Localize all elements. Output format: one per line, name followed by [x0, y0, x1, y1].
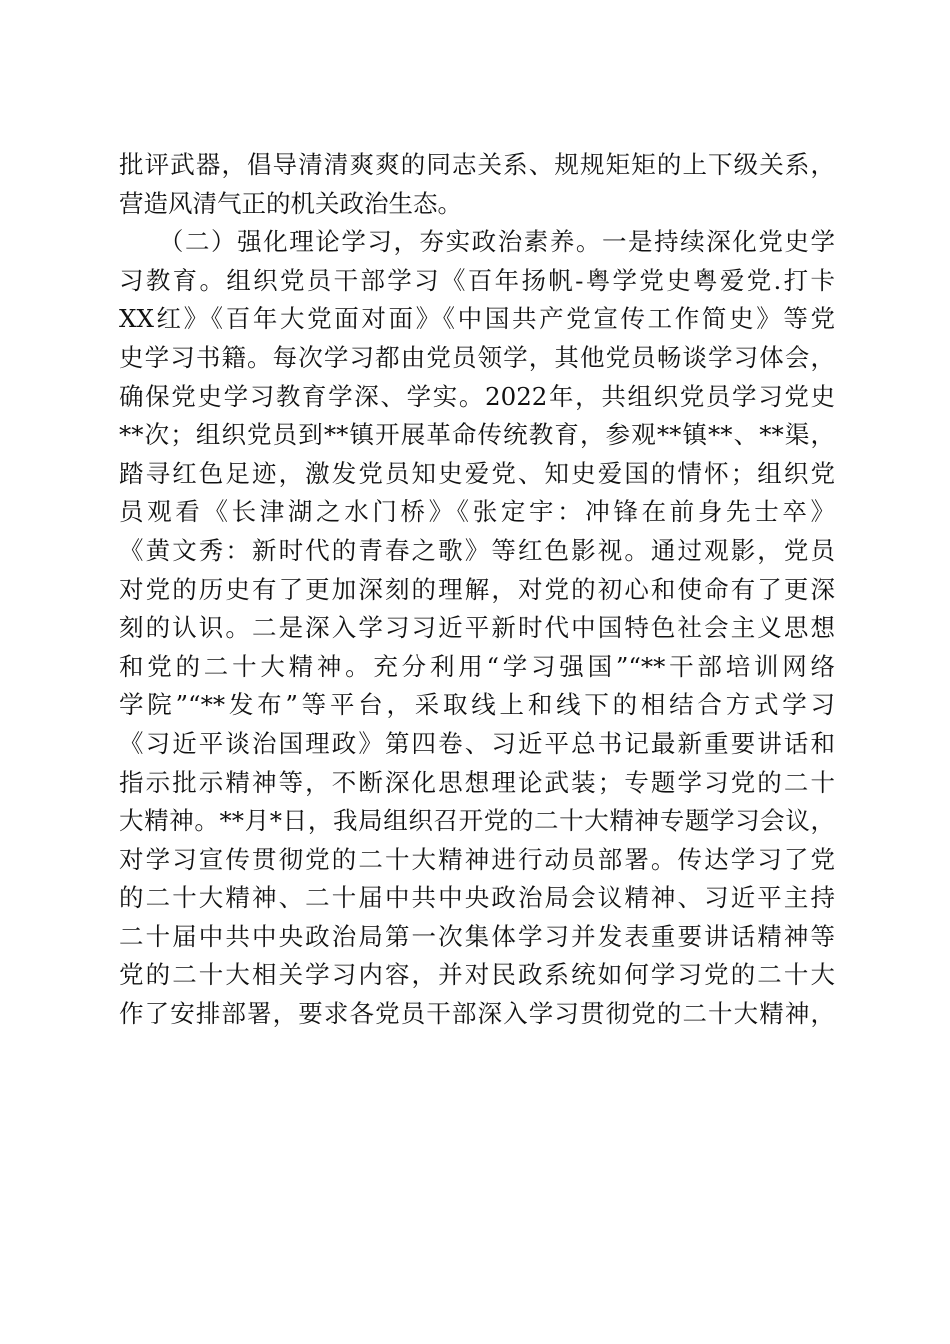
text-line: （二）强化理论学习，夯实政治素养。一是持续深化党史学 [119, 227, 835, 257]
text-line: 的二十大精神、二十届中共中央政治局会议精神、习近平主持 [119, 883, 835, 913]
text-line: **次；组织党员到**镇开展革命传统教育，参观**镇**、**渠， [119, 420, 835, 450]
body-text [119, 146, 835, 1034]
text-line: 对学习宣传贯彻党的二十大精神进行动员部署。传达学习了党 [119, 844, 835, 874]
text-line: 指示批示精神等，不断深化思想理论武装；专题学习党的二十 [119, 767, 835, 797]
text-line: 史学习书籍。每次学习都由党员领学，其他党员畅谈学习体会， [119, 342, 835, 372]
text-line: 员观看《长津湖之水门桥》《张定宇：冲锋在前身先士卒》 [119, 497, 835, 527]
text-line: 二十届中共中央政治局第一次集体学习并发表重要讲话精神等 [119, 921, 835, 951]
text-line: 党的二十大相关学习内容，并对民政系统如何学习党的二十大 [119, 960, 835, 990]
text-line: 刻的认识。二是深入学习习近平新时代中国特色社会主义思想 [119, 613, 835, 643]
text-line: 营造风清气正的机关政治生态。 [119, 188, 462, 218]
text-line: 和党的二十大精神。充分利用“学习强国”“**干部培训网络 [119, 651, 835, 681]
text-line: 作了安排部署，要求各党员干部深入学习贯彻党的二十大精神， [119, 999, 835, 1029]
text-line: 《习近平谈治国理政》第四卷、习近平总书记最新重要讲话和 [119, 728, 835, 758]
text-line: 学院”“**发布”等平台，采取线上和线下的相结合方式学习 [119, 690, 835, 720]
text-line: 《黄文秀：新时代的青春之歌》等红色影视。通过观影，党员 [119, 535, 835, 565]
text-line: 踏寻红色足迹，激发党员知史爱党、知史爱国的情怀；组织党 [119, 458, 835, 488]
text-line: 确保党史学习教育学深、学实。2022年，共组织党员学习党史 [119, 381, 835, 411]
text-line: 大精神。**月*日，我局组织召开党的二十大精神专题学习会议， [119, 806, 835, 836]
text-line: 批评武器，倡导清清爽爽的同志关系、规规矩矩的上下级关系， [119, 150, 835, 179]
text-line: XX红》《百年大党面对面》《中国共产党宣传工作简史》等党 [119, 304, 835, 334]
text-line: 习教育。组织党员干部学习《百年扬帆-粤学党史粤爱党.打卡 [119, 265, 835, 295]
text-line: 对党的历史有了更加深刻的理解，对党的初心和使命有了更深 [119, 574, 835, 604]
